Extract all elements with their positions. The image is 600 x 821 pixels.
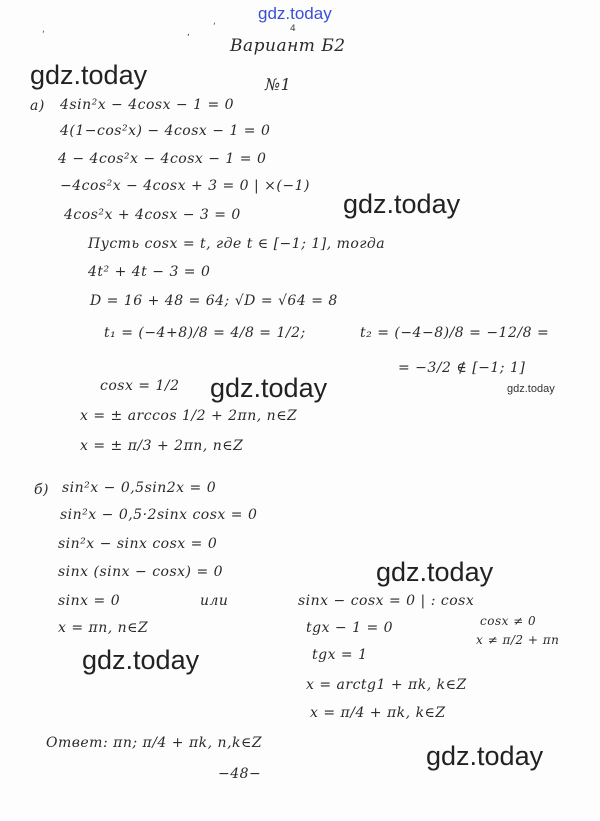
part-b-line: или: [200, 593, 229, 609]
part-b-label: б): [34, 482, 50, 498]
watermark-small: gdz.today: [507, 383, 555, 395]
part-a-line: 4 − 4cos²x − 4cosx − 1 = 0: [58, 151, 267, 167]
stray-mark: ,: [187, 28, 190, 38]
part-b-line: sin²x − 0,5sin2x = 0: [62, 480, 217, 496]
part-a-line: t₁ = (−4+8)/8 = 4/8 = 1/2;: [104, 325, 306, 341]
part-a-line: t₂ = (−4−8)/8 = −12/8 =: [360, 325, 550, 341]
part-a-line: = −3/2 ∉ [−1; 1]: [398, 360, 526, 376]
part-b-line: x ≠ π/2 + πn: [476, 633, 560, 647]
part-b-line: sin²x − 0,5·2sinx cosx = 0: [60, 507, 258, 523]
part-a-line: 4sin²x − 4cosx − 1 = 0: [60, 97, 235, 113]
watermark: gdz.today: [343, 189, 461, 219]
part-a-line: x = ± π/3 + 2πn, n∈Z: [80, 438, 244, 454]
part-b-line: tgx − 1 = 0: [306, 620, 394, 636]
part-b-line: tgx = 1: [312, 647, 368, 663]
answer-line: Ответ: πn; π/4 + πk, n,k∈Z: [46, 735, 263, 751]
part-a-line: Пусть cosx = t, где t ∈ [−1; 1], тогда: [88, 236, 386, 252]
part-a-line: −4cos²x − 4cosx + 3 = 0 | ×(−1): [60, 178, 310, 194]
watermark: gdz.today: [210, 373, 328, 403]
watermark: gdz.today: [82, 645, 200, 675]
part-b-line: sinx − cosx = 0 | : cosx: [298, 593, 475, 609]
part-b-line: cosx ≠ 0: [480, 614, 537, 628]
stray-mark: 4: [290, 24, 296, 34]
part-a-line: x = ± arccos 1/2 + 2πn, n∈Z: [80, 408, 298, 424]
problem-number: №1: [265, 75, 292, 94]
part-b-line: x = arctg1 + πk, k∈Z: [306, 677, 467, 693]
part-b-line: sinx (sinx − cosx) = 0: [58, 564, 224, 580]
watermark: gdz.today: [426, 741, 544, 771]
stray-mark: ‘: [42, 30, 45, 40]
watermark: gdz.today: [376, 557, 494, 587]
part-b-line: sinx = 0: [58, 593, 121, 609]
part-a-line: 4(1−cos²x) − 4cosx − 1 = 0: [60, 123, 271, 139]
part-b-line: x = π/4 + πk, k∈Z: [310, 705, 446, 721]
watermark-top: gdz.today: [258, 4, 332, 23]
variant-title: Вариант Б2: [230, 36, 346, 56]
part-a-line: D = 16 + 48 = 64; √D = √64 = 8: [90, 293, 338, 309]
part-b-line: sin²x − sinx cosx = 0: [58, 536, 218, 552]
part-a-line: 4t² + 4t − 3 = 0: [88, 264, 211, 280]
page-number: −48−: [218, 766, 262, 782]
part-a-label: а): [30, 98, 45, 114]
part-a-line: cosx = 1/2: [100, 378, 180, 394]
part-b-line: x = πn, n∈Z: [58, 620, 149, 636]
watermark: gdz.today: [30, 60, 148, 90]
part-a-line: 4cos²x + 4cosx − 3 = 0: [64, 207, 241, 223]
stray-mark: ‘: [213, 22, 216, 32]
